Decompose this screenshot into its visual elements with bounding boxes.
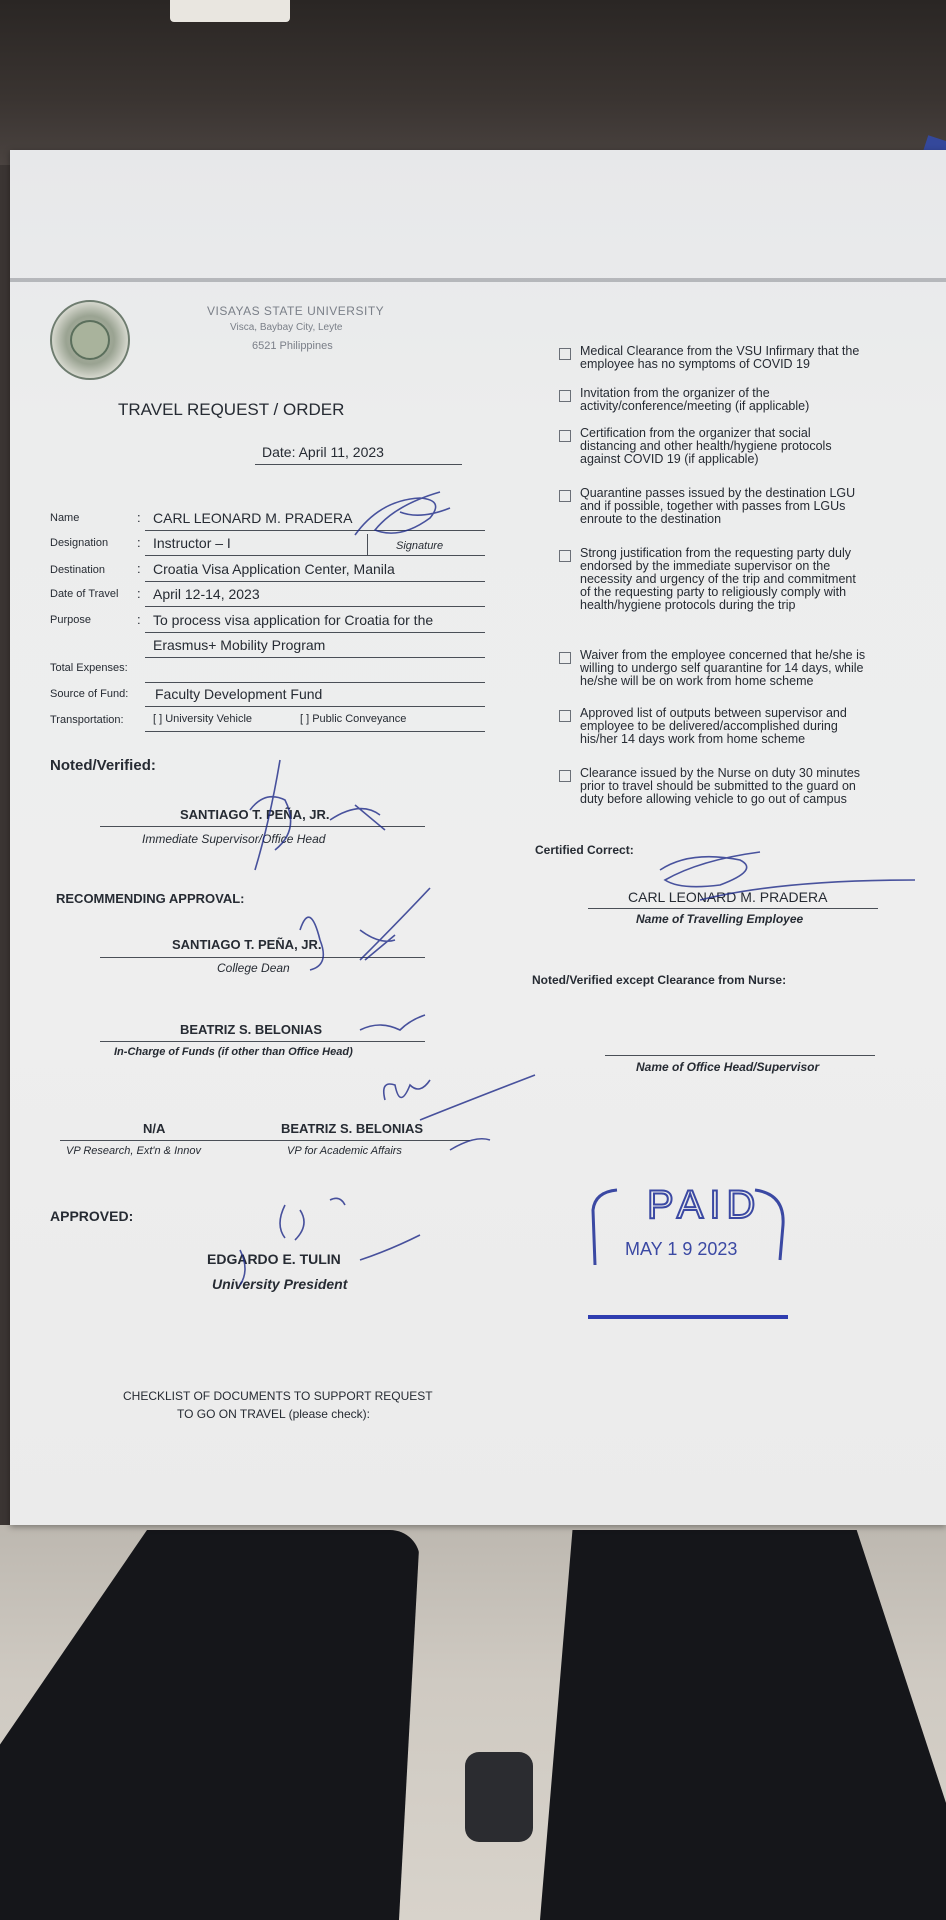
checklist-item-line: Certification from the organizer that social bbox=[580, 426, 811, 440]
checklist-item-line: and if possible, together with passes from LGUs bbox=[580, 499, 846, 513]
checklist-item-line: employee has no symptoms of COVID 19 bbox=[580, 357, 810, 371]
source-of-fund-label: Source of Fund: bbox=[50, 688, 129, 700]
dean-signature-icon bbox=[300, 888, 430, 970]
president-title: University President bbox=[212, 1276, 348, 1292]
supervisor-title: Immediate Supervisor/Office Head bbox=[142, 832, 326, 846]
checklist-item-line: he/she will be on work from home scheme bbox=[580, 674, 814, 688]
checklist-item-line: prior to travel should be submitted to the guard on bbox=[580, 779, 856, 793]
checklist-item-line: against COVID 19 (if applicable) bbox=[580, 452, 759, 466]
dean-name: SANTIAGO T. PEÑA, JR. bbox=[172, 937, 322, 952]
destination-value: Croatia Visa Application Center, Manila bbox=[153, 561, 395, 577]
checklist-item-line: employee to be delivered/accomplished during bbox=[580, 719, 838, 733]
colon: : bbox=[137, 510, 141, 525]
checklist-item-line: Strong justification from the requesting party duly bbox=[580, 546, 851, 560]
noted-verified-label: Noted/Verified: bbox=[50, 757, 156, 774]
date-of-travel-label: Date of Travel bbox=[50, 588, 119, 600]
vp-research-name: N/A bbox=[143, 1121, 166, 1136]
signature-label: Signature bbox=[396, 540, 444, 552]
colon: : bbox=[137, 612, 141, 627]
funds-incharge-name: BEATRIZ S. BELONIAS bbox=[180, 1022, 323, 1037]
name-label: Name bbox=[50, 512, 80, 524]
checklist-item-line: of the requesting party to religiously comply with bbox=[580, 585, 847, 599]
certified-signature-icon bbox=[660, 852, 915, 900]
destination-label: Destination bbox=[50, 564, 106, 576]
checklist-title-line-1: CHECKLIST OF DOCUMENTS TO SUPPORT REQUEST bbox=[123, 1389, 433, 1403]
dean-title: College Dean bbox=[217, 961, 290, 975]
checklist-item-line: Approved list of outputs between supervisor and bbox=[580, 706, 847, 720]
vp-academic-signature-icon bbox=[384, 1075, 535, 1150]
transport-option-public-conveyance: [ ] Public Conveyance bbox=[300, 713, 407, 725]
form-title: TRAVEL REQUEST / ORDER bbox=[118, 400, 345, 419]
certified-correct-label: Certified Correct: bbox=[535, 843, 634, 857]
colon: : bbox=[137, 535, 141, 550]
colon: : bbox=[137, 561, 141, 576]
noted-except-label: Noted/Verified except Clearance from Nurse: bbox=[532, 973, 787, 987]
president-signature-icon bbox=[240, 1198, 420, 1285]
checklist-item-line: Quarantine passes issued by the destination LGU bbox=[580, 486, 856, 500]
transportation-label: Transportation: bbox=[50, 714, 124, 726]
approved-label: APPROVED: bbox=[50, 1208, 134, 1224]
checklist-item-line: enroute to the destination bbox=[580, 512, 722, 526]
designation-value: Instructor – I bbox=[153, 535, 231, 551]
travelling-employee-name: CARL LEONARD M. PRADERA bbox=[628, 889, 828, 905]
designation-label: Designation bbox=[50, 537, 109, 549]
checklist-item-line: necessity and urgency of the trip and commitment bbox=[580, 572, 856, 586]
vp-academic-title: VP for Academic Affairs bbox=[287, 1145, 402, 1157]
date-of-travel-value: April 12-14, 2023 bbox=[153, 586, 260, 602]
vp-academic-name: BEATRIZ S. BELONIAS bbox=[281, 1121, 424, 1136]
paid-stamp-word: PAID bbox=[647, 1183, 762, 1227]
purpose-label: Purpose bbox=[50, 614, 91, 626]
travelling-employee-title: Name of Travelling Employee bbox=[636, 912, 804, 926]
checklist-item-line: Medical Clearance from the VSU Infirmary that the bbox=[580, 344, 860, 358]
checklist-title-line-2: TO GO ON TRAVEL (please check): bbox=[177, 1407, 370, 1421]
paid-stamp-date: MAY 1 9 2023 bbox=[625, 1239, 738, 1259]
university-address-2: 6521 Philippines bbox=[252, 340, 333, 352]
checklist-item-line: duty before allowing vehicle to go out of campus bbox=[580, 792, 847, 806]
transport-option-university-vehicle: [ ] University Vehicle bbox=[153, 713, 253, 725]
source-of-fund-value: Faculty Development Fund bbox=[155, 686, 323, 702]
checklist-item-line: Waiver from the employee concerned that he/she is bbox=[580, 648, 866, 662]
supervisor-signature-icon bbox=[250, 760, 385, 870]
name-value: CARL LEONARD M. PRADERA bbox=[153, 510, 353, 526]
checklist-item-line: Invitation from the organizer of the bbox=[580, 386, 770, 400]
chair-caster bbox=[465, 1752, 533, 1842]
purpose-value-line-1: To process visa application for Croatia for the bbox=[153, 612, 434, 628]
checklist-item-line: his/her 14 days work from home scheme bbox=[580, 732, 806, 746]
checklist-item-line: activity/conference/meeting (if applicable) bbox=[580, 399, 810, 413]
vp-research-title: VP Research, Ext'n & Innov bbox=[66, 1145, 201, 1157]
colon: : bbox=[137, 586, 141, 601]
checklist-item-line: Clearance issued by the Nurse on duty 30 minutes bbox=[580, 766, 861, 780]
checklist-item-line: endorsed by the immediate supervisor on the bbox=[580, 559, 831, 573]
president-name: EDGARDO E. TULIN bbox=[207, 1251, 341, 1267]
request-date: Date: April 11, 2023 bbox=[262, 444, 384, 460]
university-address-1: Visca, Baybay City, Leyte bbox=[230, 322, 343, 333]
checklist-item-line: distancing and other health/hygiene protocols bbox=[580, 439, 832, 453]
supervisor-name: SANTIAGO T. PEÑA, JR. bbox=[180, 807, 330, 822]
checklist-item-line: health/hygiene protocols during the trip bbox=[580, 598, 796, 612]
university-name: VISAYAS STATE UNIVERSITY bbox=[207, 304, 385, 318]
recommending-approval-label: RECOMMENDING APPROVAL: bbox=[56, 891, 245, 906]
purpose-value-line-2: Erasmus+ Mobility Program bbox=[153, 637, 326, 653]
funds-incharge-title: In-Charge of Funds (if other than Office Head) bbox=[114, 1046, 353, 1058]
employee-signature-icon bbox=[355, 492, 450, 535]
office-head-title: Name of Office Head/Supervisor bbox=[636, 1060, 820, 1074]
checklist-item-line: willing to undergo self quarantine for 14 days, while bbox=[580, 661, 864, 675]
funds-signature-icon bbox=[360, 1015, 425, 1030]
total-expenses-label: Total Expenses: bbox=[50, 662, 128, 674]
